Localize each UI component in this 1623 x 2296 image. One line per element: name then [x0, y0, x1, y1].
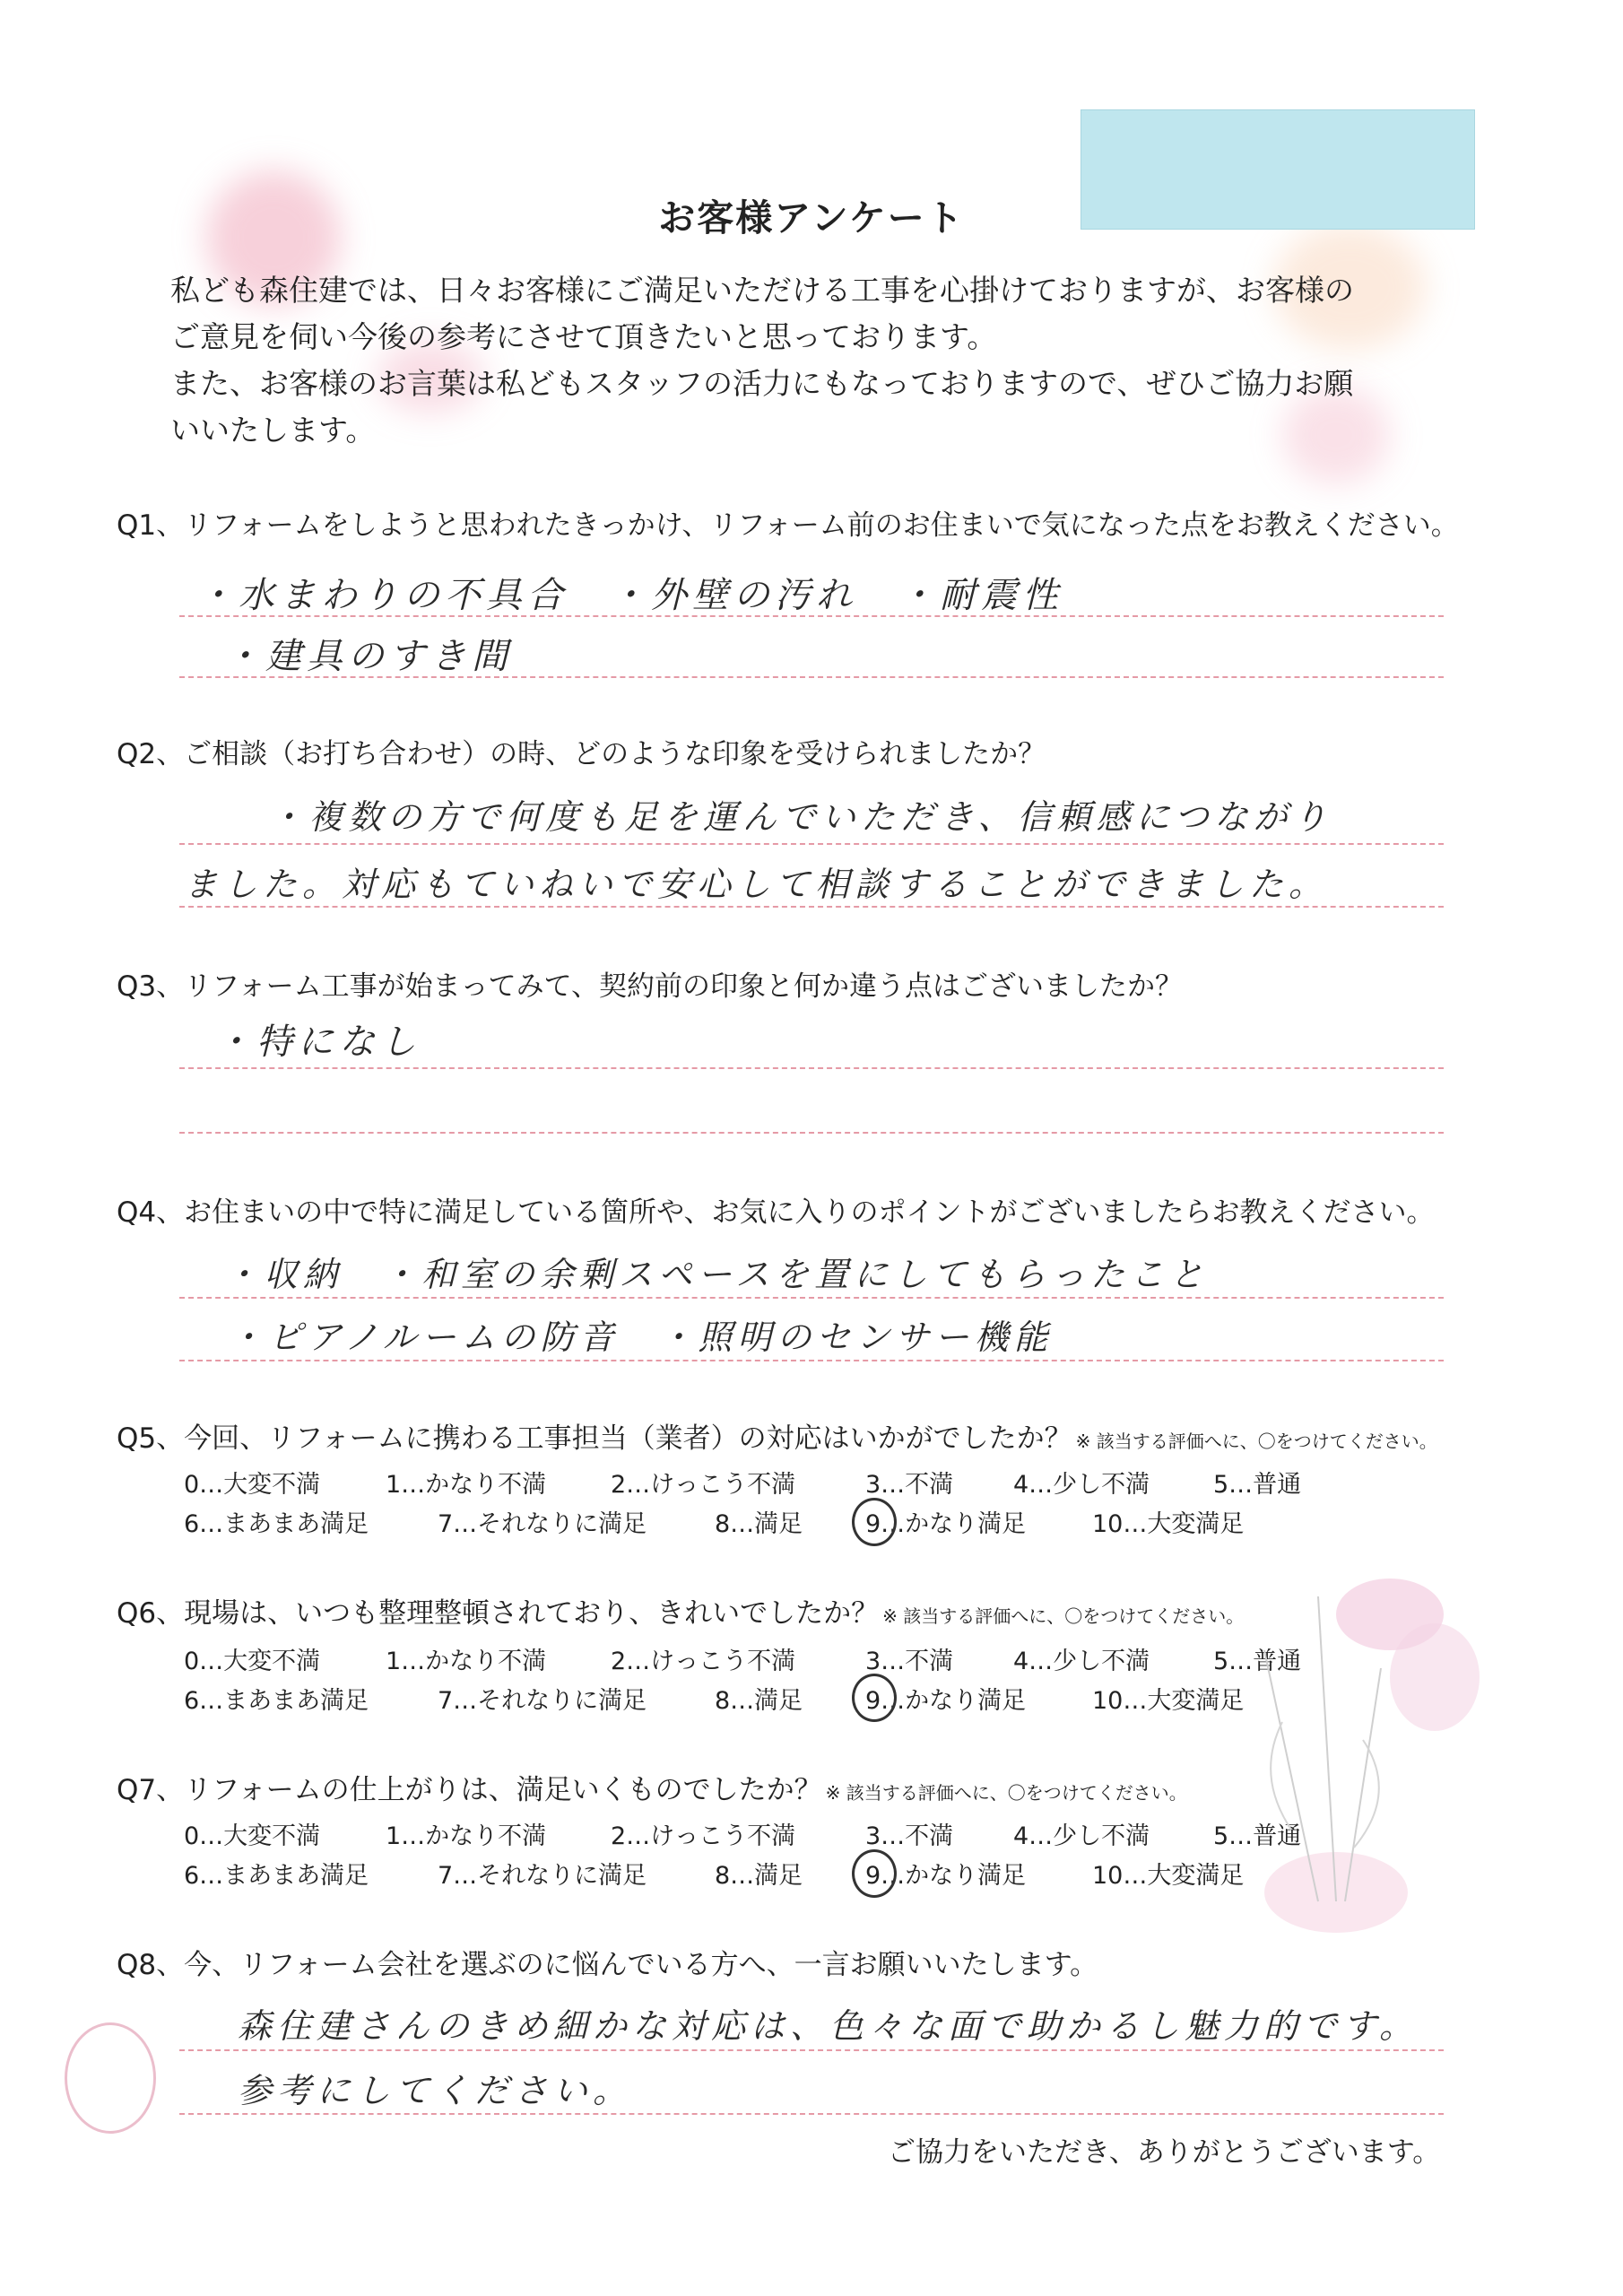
question-text: Q6、現場は、いつも整理整頓されており、きれいでしたか？	[117, 1597, 880, 1630]
answer-q4-line2: ・ピアノルームの防音 ・照明のセンサー機能	[229, 1318, 1054, 1357]
rating-option[interactable]: 6…まあまあ満足	[184, 1862, 369, 1890]
question-q3: Q3、リフォーム工事が始まってみて、契約前の印象と何か違う点はございましたか？	[117, 970, 1183, 1003]
rating-option[interactable]: 2…けっこう不満	[611, 1471, 796, 1499]
rating-option[interactable]: 1…かなり不満	[386, 1822, 547, 1850]
answer-rule	[179, 1297, 1444, 1299]
rating-option[interactable]: 2…けっこう不満	[611, 1822, 796, 1850]
rating-option[interactable]: 5…普通	[1213, 1822, 1302, 1850]
answer-q1-line2: ・建具のすき間	[224, 636, 513, 677]
rating-option[interactable]: 0…大変不満	[184, 1471, 321, 1499]
question-q7	[117, 1767, 1187, 1807]
rating-option[interactable]: 10…大変満足	[1092, 1862, 1245, 1890]
selected-rating-circle	[852, 1849, 897, 1898]
intro-line: ご意見を伺い今後の参考にさせて頂きたいと思っております。	[170, 319, 997, 354]
rating-option[interactable]: 8…満足	[715, 1510, 803, 1538]
selected-rating-circle	[852, 1498, 897, 1546]
answer-q8-line2: 参考にしてください。	[238, 2071, 633, 2110]
rating-option[interactable]: 1…かなり不満	[386, 1471, 547, 1499]
question-text: Q7、リフォームの仕上がりは、満足いくものでしたか？	[117, 1774, 822, 1806]
rating-option[interactable]: 10…大変満足	[1092, 1687, 1245, 1715]
answer-rule	[179, 843, 1444, 845]
intro-line: いいたします。	[170, 413, 376, 448]
rating-option[interactable]: 10…大変満足	[1092, 1510, 1245, 1538]
rating-option[interactable]: 5…普通	[1213, 1648, 1302, 1675]
rating-note: ※ 該当する評価へに、〇をつけてください。	[1075, 1431, 1437, 1452]
intro-line: 私ども森住建では、日々お客様にご満足いただける工事を心掛けておりますが、お客様の	[170, 273, 1354, 308]
rating-option[interactable]: 4…少し不満	[1013, 1648, 1150, 1675]
rating-option[interactable]: 7…それなりに満足	[438, 1510, 647, 1538]
answer-rule	[179, 2113, 1444, 2115]
answer-rule	[179, 615, 1444, 617]
rating-option[interactable]: 0…大変不満	[184, 1648, 321, 1675]
rating-option[interactable]: 1…かなり不満	[386, 1648, 547, 1675]
rating-option[interactable]: 3…不満	[865, 1471, 954, 1499]
answer-q8-line1: 森住建さんのきめ細かな対応は、色々な面で助かるし魅力的です。	[238, 2006, 1419, 2046]
rating-option[interactable]: 6…まあまあ満足	[184, 1510, 369, 1538]
intro-paragraph	[170, 267, 1444, 454]
rating-option[interactable]: 8…満足	[715, 1862, 803, 1890]
answer-q2-line2: ました。対応もていねいで安心して相談することができました。	[184, 865, 1329, 904]
rating-scale-row2	[184, 1504, 1457, 1544]
rating-option[interactable]: 7…それなりに満足	[438, 1687, 647, 1715]
rating-option[interactable]: 3…不満	[865, 1648, 954, 1675]
rating-option[interactable]: 8…満足	[715, 1687, 803, 1715]
rating-note: ※ 該当する評価へに、〇をつけてください。	[882, 1605, 1245, 1627]
closing-message: ご協力をいただき、ありがとうございます。	[888, 2136, 1441, 2169]
question-q8: Q8、今、リフォーム会社を選ぶのに悩んでいる方へ、一言お願いいたします。	[117, 1949, 1098, 1981]
rating-option[interactable]: 5…普通	[1213, 1471, 1302, 1499]
rating-option[interactable]: 2…けっこう不満	[611, 1648, 796, 1675]
rating-option[interactable]: 0…大変不満	[184, 1822, 321, 1850]
question-q6	[117, 1590, 1244, 1631]
rating-scale-row1	[184, 1465, 1457, 1504]
answer-rule	[179, 1132, 1444, 1134]
question-text: Q5、今回、リフォームに携わる工事担当（業者）の対応はいかがでしたか？	[117, 1422, 1072, 1455]
answer-rule	[179, 2049, 1444, 2051]
answer-rule	[179, 1360, 1444, 1361]
rating-option-selected[interactable]: 9…かなり満足	[865, 1687, 1027, 1715]
rating-option[interactable]: 7…それなりに満足	[438, 1862, 647, 1890]
rating-option[interactable]: 4…少し不満	[1013, 1471, 1150, 1499]
rating-note: ※ 該当する評価へに、〇をつけてください。	[825, 1782, 1187, 1804]
rating-option[interactable]: 3…不満	[865, 1822, 954, 1850]
intro-line: また、お客様のお言葉は私どもスタッフの活力にもなっておりますので、ぜひご協力お願	[170, 366, 1354, 401]
answer-rule	[179, 906, 1444, 908]
pink-stamp-mark	[65, 2022, 156, 2134]
rating-option[interactable]: 4…少し不満	[1013, 1822, 1150, 1850]
answer-q3-line1: ・特になし	[215, 1022, 421, 1063]
question-q1: Q1、リフォームをしようと思われたきっかけ、リフォーム前のお住まいで気になった点をお教えください。	[117, 509, 1459, 542]
answer-rule	[179, 676, 1444, 678]
answer-q2-line1: ・複数の方で何度も足を運んでいただき、信頼感につながり	[269, 797, 1332, 837]
page-title: お客様アンケート	[658, 196, 965, 239]
answer-rule	[179, 1067, 1444, 1069]
flower-illustration	[1157, 1543, 1497, 2027]
question-q2: Q2、ご相談（お打ち合わせ）の時、どのような印象を受けられましたか？	[117, 738, 1046, 770]
selected-rating-circle	[852, 1674, 897, 1722]
answer-q4-line1: ・収納 ・和室の余剰スペースを置にしてもらったこと	[224, 1255, 1210, 1294]
answer-q1-line1: ・水まわりの不具合 ・外壁の汚れ ・耐震性	[197, 575, 1063, 616]
question-q4: Q4、お住まいの中で特に満足している箇所や、お気に入りのポイントがございましたらお教えください。	[117, 1196, 1435, 1229]
rating-option-selected[interactable]: 9…かなり満足	[865, 1510, 1027, 1538]
rating-option-selected[interactable]: 9…かなり満足	[865, 1862, 1027, 1890]
question-q5	[117, 1415, 1437, 1456]
rating-option[interactable]: 6…まあまあ満足	[184, 1687, 369, 1715]
